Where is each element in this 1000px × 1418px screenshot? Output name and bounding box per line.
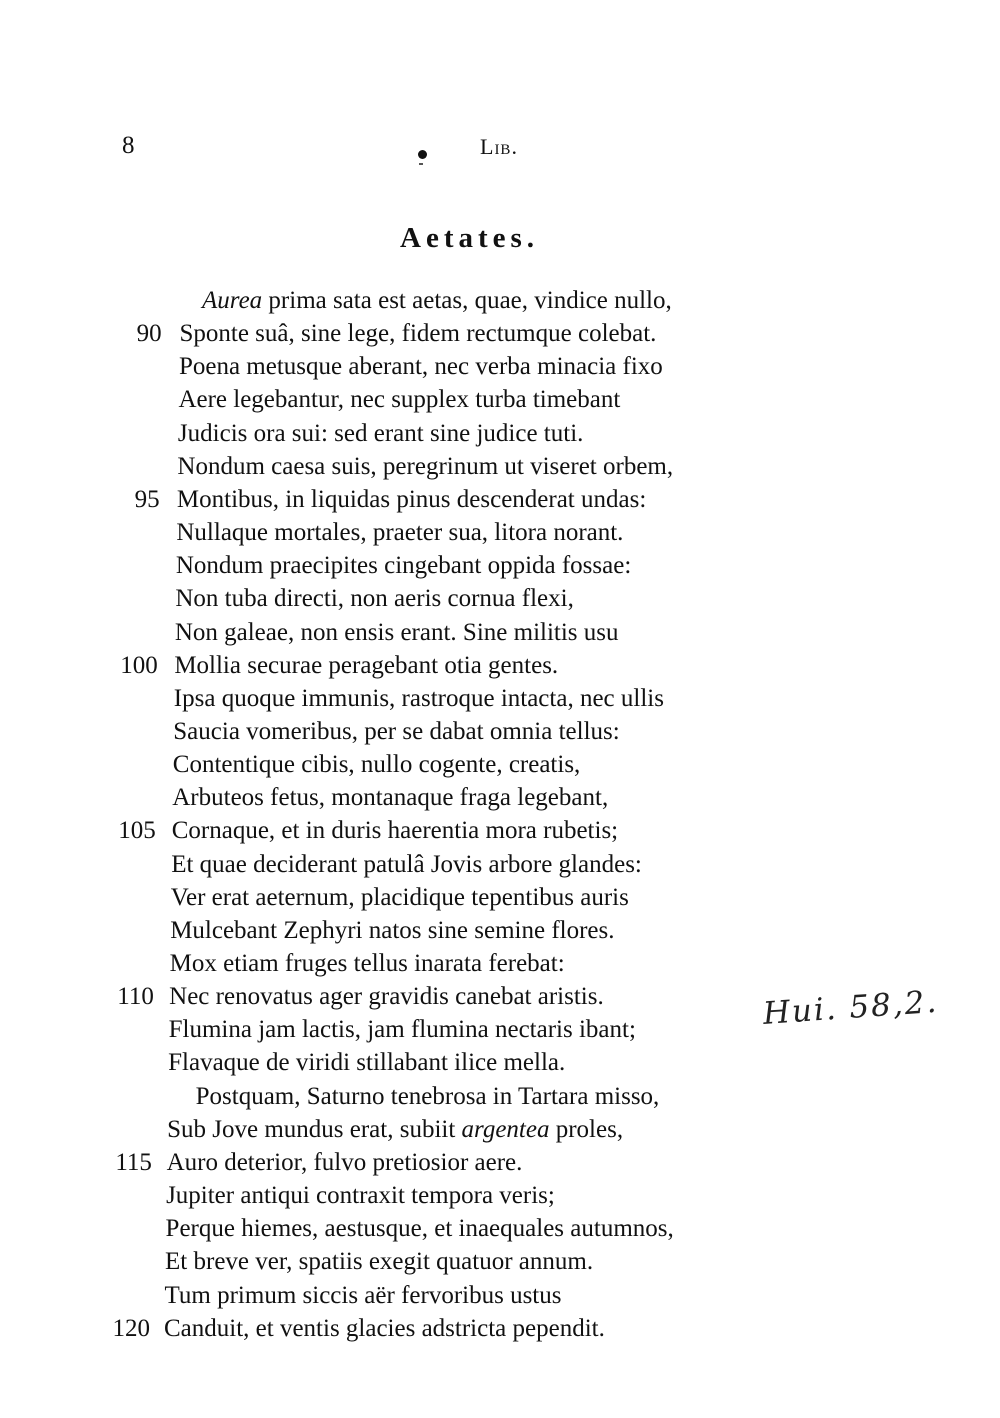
verse-line bbox=[0, 582, 1000, 615]
verse-line bbox=[0, 483, 1000, 516]
verse-text bbox=[179, 317, 656, 350]
verse-text bbox=[178, 383, 620, 416]
line-number: 105 bbox=[118, 817, 156, 845]
verse-text-part: Nec renovatus ager gravidis canebat aristis. bbox=[169, 983, 604, 1011]
verse-line bbox=[0, 814, 1000, 847]
verse-line bbox=[0, 1113, 1000, 1146]
line-number: 90 bbox=[136, 320, 162, 348]
verse-text bbox=[172, 814, 618, 847]
verse-line bbox=[0, 383, 1000, 416]
verse-line bbox=[0, 1146, 1000, 1179]
verse-line bbox=[0, 549, 1000, 582]
verse-text bbox=[168, 1046, 565, 1079]
verse-text bbox=[175, 616, 619, 649]
verse-text-part: Flavaque de viridi stillabant ilice mella. bbox=[168, 1049, 566, 1077]
verse-text bbox=[176, 516, 623, 549]
verse-line bbox=[0, 317, 1000, 350]
verse-text bbox=[174, 649, 558, 682]
verse-text-part: Cornaque, et in duris haerentia mora rubetis; bbox=[171, 817, 619, 845]
verse-text bbox=[171, 881, 629, 914]
verse-emphasis: argentea bbox=[461, 1115, 550, 1143]
verse-text-part: Mollia securae peragebant otia gentes. bbox=[174, 651, 559, 679]
verse-line bbox=[0, 450, 1000, 483]
verse-text-part: Flumina jam lactis, jam flumina nectaris ibant; bbox=[168, 1016, 636, 1044]
verse-line bbox=[0, 649, 1000, 682]
verse-text-part: Nullaque mortales, praeter sua, litora norant. bbox=[176, 519, 624, 547]
verse-line bbox=[0, 715, 1000, 748]
verse-line bbox=[0, 1245, 1000, 1278]
verse-line bbox=[0, 350, 1000, 383]
handwritten-marginal-note: Hui. 58,2. bbox=[761, 983, 940, 1032]
verse-text bbox=[177, 450, 673, 483]
verse-line bbox=[0, 284, 1000, 317]
verse-line bbox=[0, 1312, 1000, 1345]
verse-text-part: Canduit, et ventis glacies adstricta pependit. bbox=[164, 1314, 605, 1342]
verse-line bbox=[0, 1212, 1000, 1245]
section-title: Aetates. bbox=[400, 222, 540, 254]
verse-text bbox=[170, 914, 614, 947]
verse-text-part: Sponte suâ, sine lege, fidem rectumque colebat. bbox=[179, 320, 657, 348]
verse-line bbox=[0, 417, 1000, 450]
verse-text-part: Mox etiam fruges tellus inarata ferebat: bbox=[169, 950, 565, 977]
verse-text bbox=[169, 980, 604, 1013]
verse-text-part: prima sata est aetas, quae, vindice nullo, bbox=[262, 287, 672, 314]
verse-text-part: proles, bbox=[549, 1115, 624, 1143]
verse-text-part: Non tuba directi, non aeris cornua flexi, bbox=[175, 585, 574, 613]
verse-text-part: Et breve ver, spatiis exegit quatuor annum. bbox=[165, 1248, 594, 1276]
line-number: 120 bbox=[112, 1314, 150, 1342]
verse-line bbox=[0, 748, 1000, 781]
verse-text bbox=[176, 549, 631, 582]
verse-line bbox=[0, 848, 1000, 881]
verse-text bbox=[167, 1146, 523, 1179]
verse-text-part: Judicis ora sui: sed erant sine judice tuti. bbox=[177, 419, 584, 447]
ink-blot-mark bbox=[419, 163, 423, 165]
line-number: 115 bbox=[115, 1148, 152, 1176]
verse-text-part: Mulcebant Zephyri natos sine semine flores. bbox=[170, 916, 615, 944]
verse-text bbox=[164, 1312, 605, 1345]
verse-line bbox=[0, 947, 1000, 980]
verse-text bbox=[173, 748, 581, 781]
verse-line bbox=[0, 616, 1000, 649]
verse-text bbox=[167, 1113, 623, 1146]
verse-line bbox=[0, 781, 1000, 814]
verse-line bbox=[0, 881, 1000, 914]
verse-text bbox=[178, 417, 583, 450]
verse-text bbox=[196, 1080, 660, 1113]
verse-text bbox=[169, 1013, 636, 1046]
verse-text-part: Tum primum siccis aër fervoribus ustus bbox=[164, 1281, 562, 1309]
verse-text-part: Aere legebantur, nec supplex turba timebant bbox=[178, 386, 621, 414]
verse-text bbox=[173, 715, 619, 748]
verse-text bbox=[166, 1179, 555, 1212]
verse-text bbox=[177, 483, 646, 516]
running-head: Lib. bbox=[480, 134, 518, 159]
verse-text-part: Sub Jove mundus erat, subiit bbox=[167, 1115, 462, 1143]
verse-text bbox=[165, 1279, 562, 1312]
verse-text bbox=[202, 284, 672, 317]
verse-text-part: Ipsa quoque immunis, rastroque intacta, nec ullis bbox=[173, 684, 664, 712]
verse-text-part: Contentique cibis, nullo cogente, creatis, bbox=[172, 751, 581, 779]
ink-blot bbox=[418, 150, 427, 159]
verse-text bbox=[165, 1245, 593, 1278]
line-number: 100 bbox=[120, 651, 158, 679]
verse-line bbox=[0, 1080, 1000, 1113]
verse-text-part: Nondum caesa suis, peregrinum ut viseret orbem, bbox=[177, 452, 674, 480]
verse-text bbox=[175, 582, 573, 615]
verse-text-part: Et quae deciderant patulâ Jovis arbore glandes: bbox=[171, 850, 642, 878]
verse-text-part: Arbuteos fetus, montanaque fraga legebant, bbox=[172, 784, 609, 812]
verse-text-part: Poena metusque aberant, nec verba minacia fixo bbox=[178, 353, 663, 381]
verse-text bbox=[172, 781, 608, 814]
verse-text bbox=[174, 682, 664, 715]
verse-text-part: Nondum praecipites cingebant oppida fossae: bbox=[175, 552, 632, 580]
verse-line bbox=[0, 1179, 1000, 1212]
verse-text bbox=[166, 1212, 674, 1245]
verse-line bbox=[0, 1046, 1000, 1079]
verse-text bbox=[170, 947, 565, 980]
page-number: 8 bbox=[122, 132, 135, 159]
verse-text-part: Non galeae, non ensis erant. Sine militis usu bbox=[174, 618, 619, 646]
verse-text-part: Montibus, in liquidas pinus descenderat undas: bbox=[176, 485, 647, 513]
verse-line bbox=[0, 516, 1000, 549]
verse-line bbox=[0, 1279, 1000, 1312]
verse-text-part: Postquam, Saturno tenebrosa in Tartara misso, bbox=[195, 1082, 660, 1110]
verse-text-part: Ver erat aeternum, placidique tepentibus auris bbox=[170, 883, 629, 911]
verse-text-part: Saucia vomeribus, per se dabat omnia tellus: bbox=[173, 717, 620, 745]
verse-text-part: Jupiter antiqui contraxit tempora veris; bbox=[166, 1182, 555, 1210]
verse-text-part: Auro deterior, fulvo pretiosior aere. bbox=[166, 1148, 523, 1176]
line-number: 110 bbox=[117, 983, 154, 1011]
verse-text-part: Perque hiemes, aestusque, et inaequales autumnos, bbox=[165, 1215, 674, 1243]
verse-text bbox=[179, 350, 663, 383]
line-number: 95 bbox=[134, 485, 160, 513]
verse-emphasis: Aurea bbox=[202, 287, 263, 314]
verse-text bbox=[171, 848, 642, 881]
verse-line bbox=[0, 914, 1000, 947]
verse-line bbox=[0, 682, 1000, 715]
